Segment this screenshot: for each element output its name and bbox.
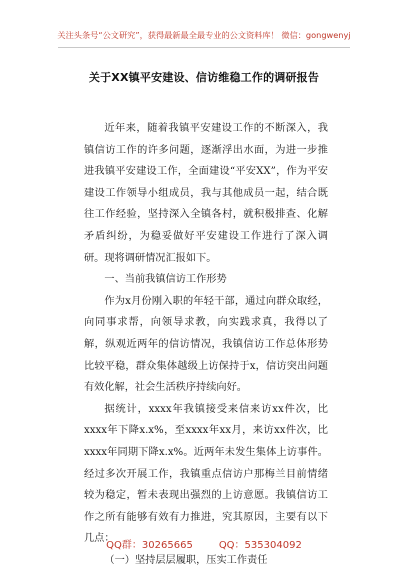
paragraph-situation: 作为x月份刚入职的年轻干部，通过向群众取经，向同事求帮，向领导求教，向实践求真，我得以了解，纵观近两年的信访情况，我镇信访工作总体形势比较平稳，群众集体越级上访保持于x，信访突出问题有效化解，社会生活秩序持续向好。 [84,295,328,394]
header-divider [58,47,350,48]
footer-contact [0,536,408,551]
footer-qq-group: QQ群：30265665 [106,540,193,551]
document-title: 关于XX镇平安建设、信访维稳工作的调研报告 [88,71,320,84]
section-heading-1: 一、当前我镇信访工作形势 [104,274,227,286]
subsection-heading-1: （一）坚持层层履职，压实工作责任 [104,554,268,566]
document-body [84,118,328,571]
footer-qq: QQ：535304092 [218,540,302,551]
header-promo-text: 关注头条号“公文研究”，获得最新最全最专业的公文资料库！ 微信：gongwenyj [57,30,351,40]
paragraph-intro: 近年来，随着我镇平安建设工作的不断深入，我镇信访工作的许多问题，逐渐浮出水面，为进一步推进我镇平安建设工作，全面建设“平安XX”，作为平安建设工作领导小组成员，我与其他成员一起，结合既往工作经验，坚持深入全镇各村，就积极排查、化解矛盾纠纷，为稳妥做好平安建设工作进行了深入调研。现将调研情况汇报如下。 [84,123,328,264]
paragraph-statistics: 据统计，xxxx年我镇接受来信来访xx件次，比xxxx年下降x.x%，至xxxx年xx月，来访xx件次，比xxxx年同期下降x.x%。近两年未发生集体上访事件。经过多次开展工作，我镇重点信访户那梅兰目前情绪较为稳定，暂未表现出强烈的上访意愿。我镇信访工作之所有能够有效有力推进，究其原因，主要有以下几点： [84,403,328,545]
